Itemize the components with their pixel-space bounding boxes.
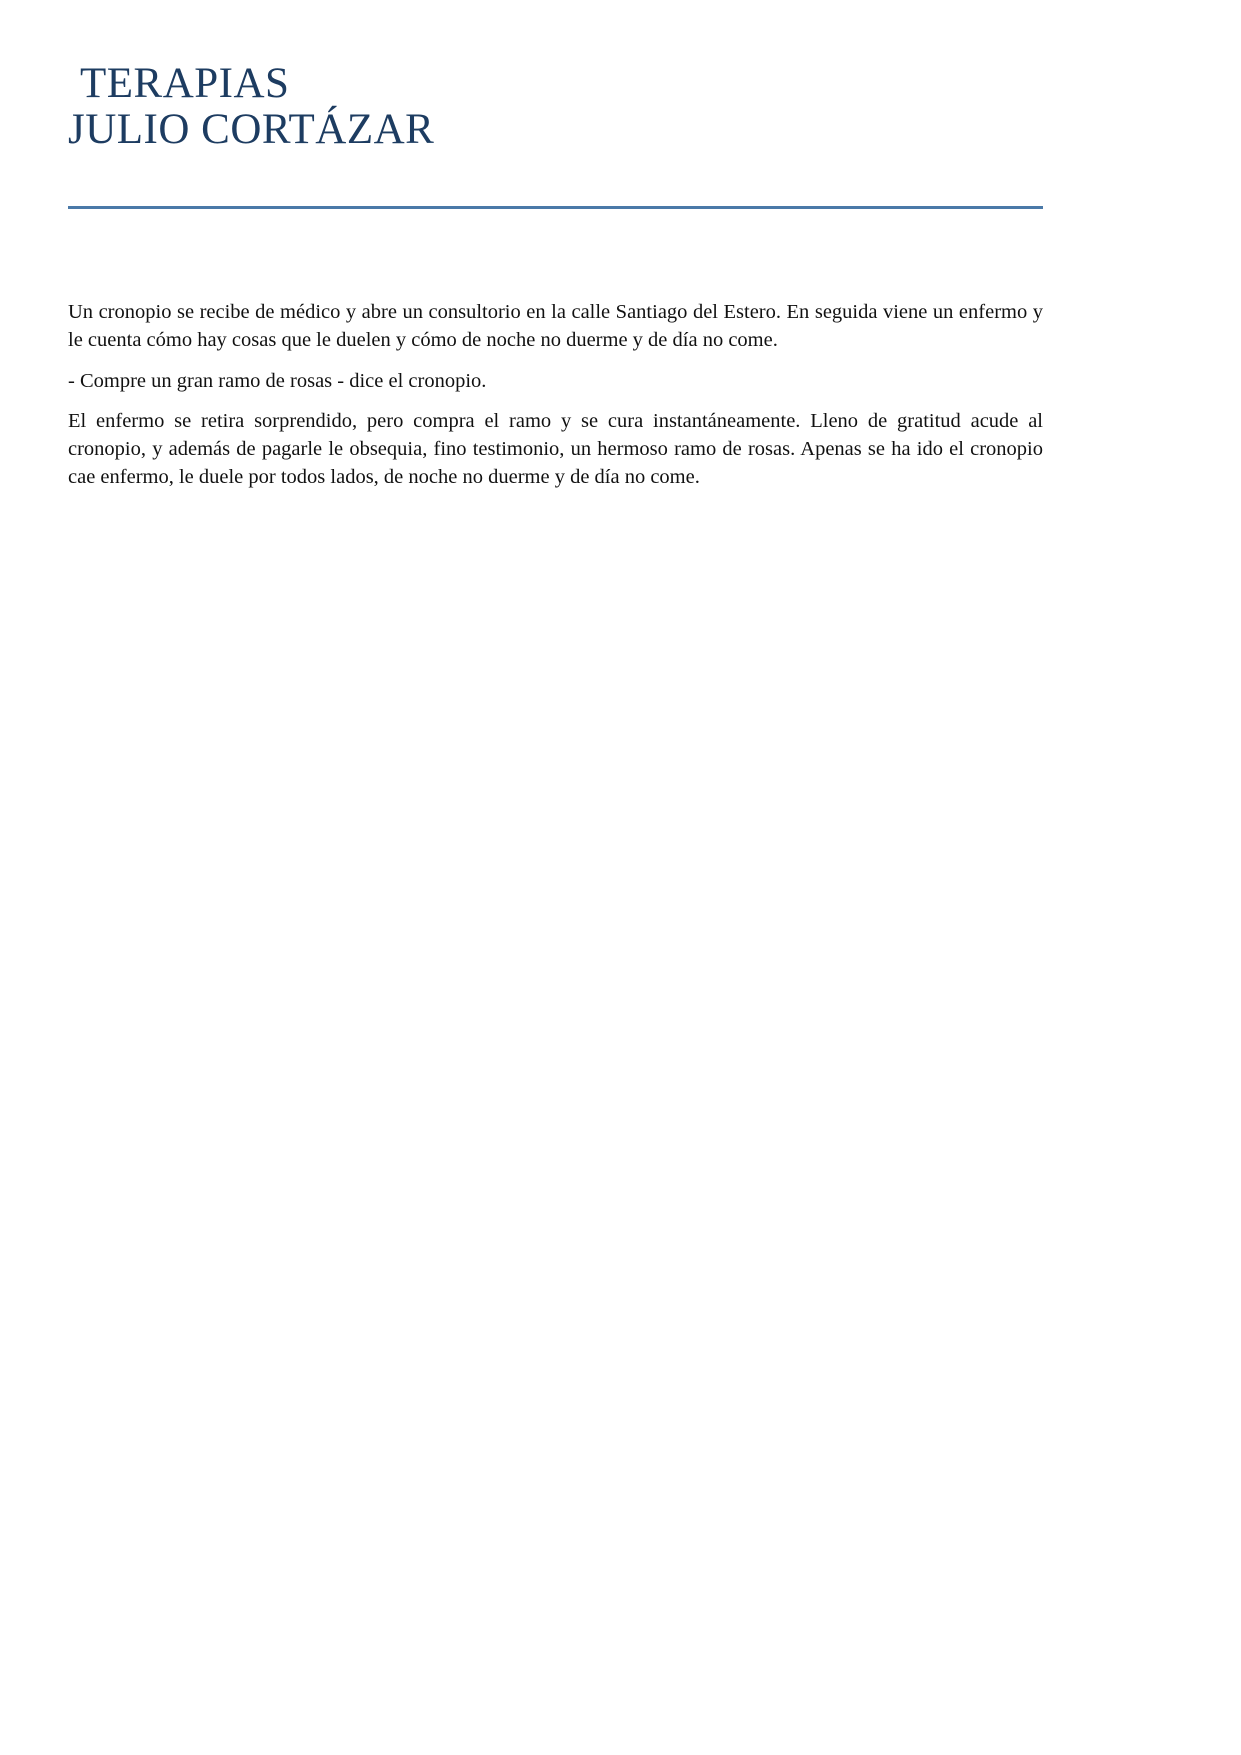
- document-header: [68, 62, 1043, 152]
- page-title: [68, 62, 1043, 152]
- document-body: [68, 298, 1043, 492]
- body-paragraph-1: Un cronopio se recibe de médico y abre un consultorio en la calle Santiago del Estero. En seguida viene un enfermo y le cuenta cómo hay cosas que le duelen y cómo de noche no duerme y de día no come.: [68, 301, 1043, 352]
- header-divider: [68, 206, 1043, 209]
- body-paragraph-2: - Compre un gran ramo de rosas - dice el cronopio.: [68, 369, 487, 392]
- title-work: TERAPIAS: [80, 60, 290, 107]
- body-paragraph-3: El enfermo se retira sorprendido, pero compra el ramo y se cura instantáneamente. Lleno de gratitud acude al cronopio, y además de pagarle le obsequia, fino testimonio, un hermoso ramo de rosas. Apenas se ha ido el cronopio cae enfermo, le duele por todos lados, de noche no duerme y de día no come.: [68, 409, 1043, 489]
- title-author: JULIO CORTÁZAR: [68, 105, 435, 153]
